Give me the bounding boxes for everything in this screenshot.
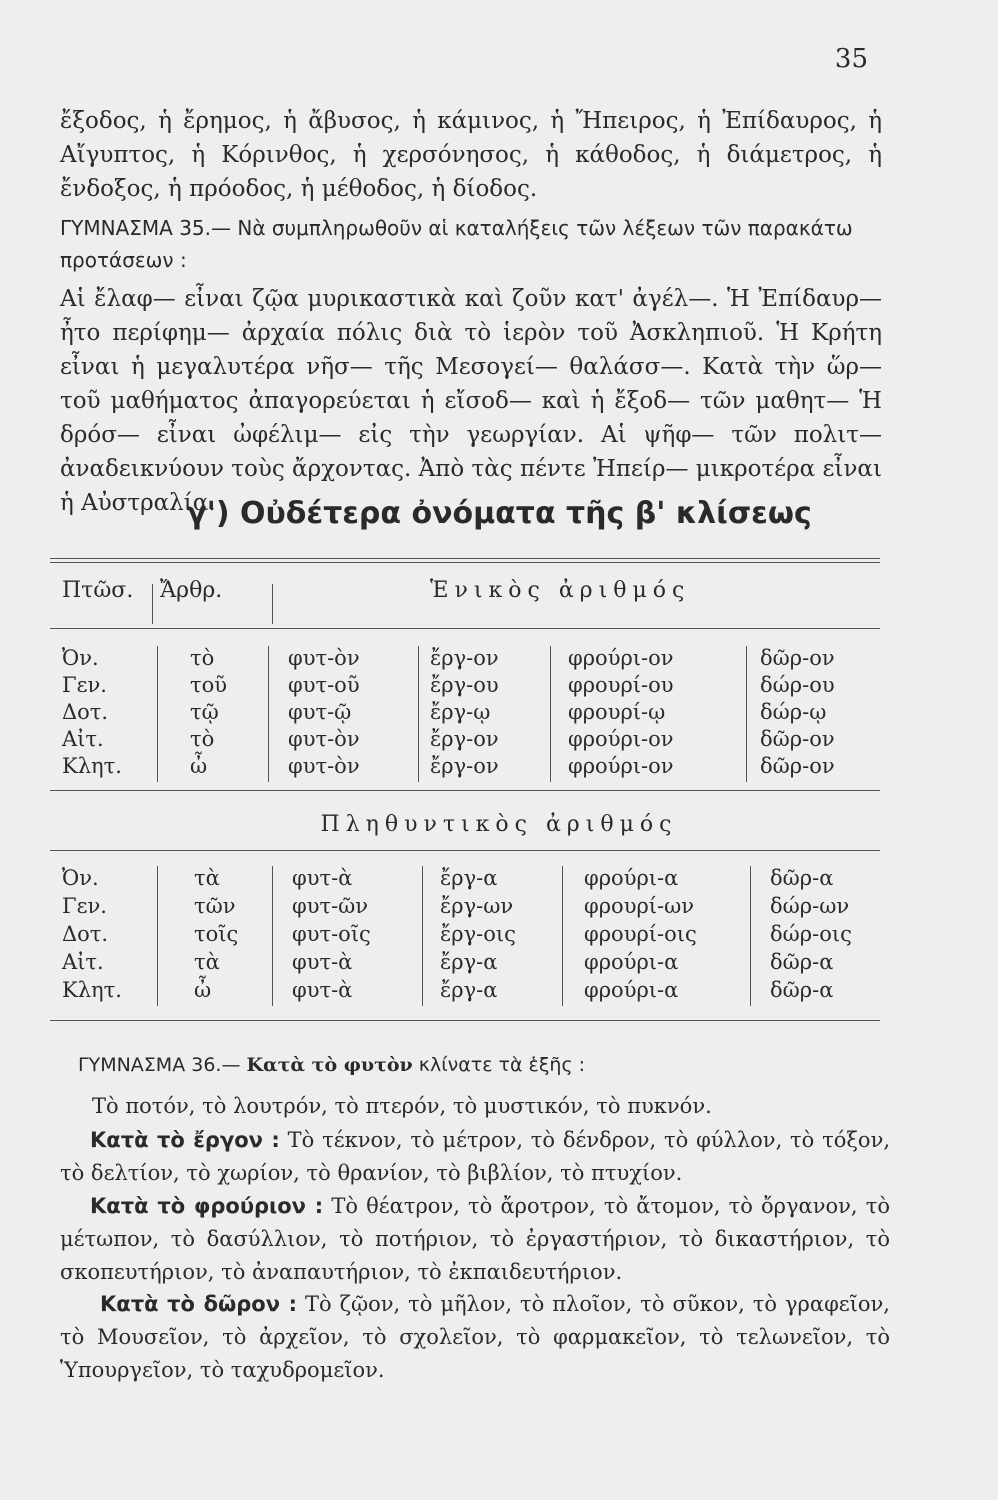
table-cell: φρούρι-ον — [568, 727, 674, 751]
table-header-singular: Ἑνικὸς ἀριθμός — [430, 578, 691, 603]
table-cell: φυτ-ὸν — [288, 727, 360, 751]
table-cell: ὦ — [194, 978, 212, 1002]
table-mid-rule — [50, 790, 880, 791]
exercise-35-text: Αἱ ἔλαφ— εἶναι ζῷα μυρικαστικὰ καὶ ζοῦν κατ' ἀγέλ—. Ἡ Ἐπίδαυρ— ἦτο περίφημ— ἀρχαία πόλις διὰ τὸ ἱερὸν τοῦ Ἀσκληπιοῦ. Ἡ Κρήτη εἶναι ἡ μεγαλυτέρα νῆσ— τῆς Μεσογεί— θαλάσσ—. Κατὰ τὴν ὥρ— τοῦ μαθήματος ἀπαγορεύεται ἡ εἴσοδ— καὶ ἡ ἔξοδ— τῶν μαθητ— Ἡ δρόσ— εἶναι ὠφέλιμ— εἰς τὴν γεωργίαν. Αἱ ψῆφ— τῶν πολιτ— ἀναδεικνύουν τοὺς ἄρχοντας. Ἀπὸ τὰς πέντε Ἠπείρ— μικροτέρα εἶναι ἡ Αὐστραλία. — [60, 286, 882, 516]
col-rule — [746, 646, 747, 782]
table-cell: ἔργ-ων — [440, 894, 514, 918]
table-cell: τὰ — [194, 950, 220, 974]
drill-line-phyton: Τὸ ποτόν, τὸ λουτρόν, τὸ πτερόν, τὸ μυστικόν, τὸ πυκνόν. — [92, 1094, 712, 1118]
table-cell: δῶρ-ον — [760, 754, 835, 778]
table-cell: ἔργ-α — [440, 978, 498, 1002]
drill-label: Κατὰ τὸ φρούριον : — [90, 1194, 324, 1218]
exercise-36-heading — [78, 1054, 888, 1076]
table-cell: Ὀν. — [62, 866, 99, 890]
table-cell: δῶρ-ον — [760, 646, 835, 670]
table-cell: δῶρ-α — [770, 978, 834, 1002]
drill-label: Κατὰ τὸ ἔργον : — [90, 1128, 280, 1152]
col-rule — [418, 646, 419, 782]
page-number: 35 — [834, 44, 868, 74]
table-cell: ἔργ-ῳ — [430, 700, 491, 724]
exercise-36-instruction: κλίνατε τὰ ἑξῆς : — [418, 1054, 586, 1076]
table-cell: φυτ-ὰ — [292, 866, 353, 890]
table-cell: ἔργ-οις — [440, 922, 516, 946]
drill-text: Τὸ θέατρον, τὸ ἄροτρον, τὸ ἄτομον, τὸ ὄργανον, τὸ μέτωπον, τὸ δασύλλιον, τὸ ποτήριον, τὸ ἐργαστήριον, τὸ δικαστήριον, τὸ σκοπευτήριον, τὸ ἀναπαυτήριον, τὸ ἐκπαιδευτήριον. — [60, 1194, 891, 1284]
drill-group-ergon — [60, 1124, 890, 1190]
table-cell: δῶρ-ον — [760, 727, 835, 751]
section-title: γ') Οὐδέτερα ὀνόματα τῆς β' κλίσεως — [186, 496, 812, 531]
drill-group-phrourion — [60, 1190, 890, 1289]
col-rule — [272, 584, 273, 624]
table-cell: φρουρί-οις — [584, 922, 697, 946]
table-cell: φυτ-οῖς — [292, 922, 371, 946]
table-cell: ἔργ-ον — [430, 646, 499, 670]
table-cell: δῶρ-α — [770, 950, 834, 974]
table-cell: φρούρι-ον — [568, 646, 674, 670]
exercise-35-heading: ΓΥΜΝΑΣΜΑ 35.— Νὰ συμπληρωθοῦν αἱ καταλήξεις τῶν λέξεων τῶν παρακάτω προτάσεων : — [60, 216, 853, 272]
table-cell: δῶρ-α — [770, 866, 834, 890]
table-cell: δώρ-ων — [770, 894, 850, 918]
table-cell: Δοτ. — [62, 700, 109, 724]
exercise-36-label: ΓΥΜΝΑΣΜΑ 36.— — [78, 1054, 241, 1076]
table-top-rule — [50, 558, 880, 559]
table-cell: φυτ-ῷ — [288, 700, 352, 724]
table-cell: Γεν. — [62, 894, 107, 918]
table-plural-rule — [50, 850, 880, 851]
table-cell: φρουρί-ῳ — [568, 700, 666, 724]
table-cell: φρούρι-α — [584, 978, 679, 1002]
table-cell: Ὀν. — [62, 646, 99, 670]
table-cell: φυτ-ῶν — [292, 894, 369, 918]
drill-group-doron — [60, 1288, 890, 1387]
table-cell: φρούρι-ον — [568, 754, 674, 778]
table-cell: ἔργ-ον — [430, 754, 499, 778]
table-cell: τῶν — [194, 894, 236, 918]
col-rule — [157, 866, 158, 1006]
table-cell: τὸ — [190, 646, 215, 670]
table-bottom-rule — [50, 1020, 880, 1021]
table-cell: Δοτ. — [62, 922, 109, 946]
table-cell: Γεν. — [62, 673, 107, 697]
table-cell: ἔργ-α — [440, 866, 498, 890]
col-rule — [152, 584, 153, 624]
table-header-article: Ἄρθρ. — [160, 578, 223, 603]
table-cell: Αἰτ. — [62, 950, 104, 974]
drill-text: Τὸ τέκνον, τὸ μέτρον, τὸ δένδρον, τὸ φύλλον, τὸ τόξον, τὸ δελτίον, τὸ χωρίον, τὸ θρανίον, τὸ βιβλίον, τὸ πτυχίον. — [60, 1128, 891, 1185]
table-cell: φρουρί-ου — [568, 673, 674, 697]
table-cell: φρούρι-α — [584, 866, 679, 890]
table-header-case: Πτῶσ. — [62, 578, 134, 603]
table-cell: φυτ-ὰ — [292, 978, 353, 1002]
col-rule — [422, 866, 423, 1006]
table-cell: δώρ-οις — [770, 922, 852, 946]
plural-title: Πληθυντικὸς ἀριθμός — [320, 812, 678, 837]
table-cell: ἔργ-ον — [430, 727, 499, 751]
table-cell: ἔργ-α — [440, 950, 498, 974]
col-rule — [157, 646, 158, 782]
table-top-rule-2 — [50, 562, 880, 563]
table-cell: τῷ — [190, 700, 219, 724]
col-rule — [550, 646, 551, 782]
table-cell: φυτ-ὸν — [288, 646, 360, 670]
col-rule — [268, 646, 269, 782]
drill-text: Τὸ ζῷον, τὸ μῆλον, τὸ πλοῖον, τὸ σῦκον, τὸ γραφεῖον, τὸ Μουσεῖον, τὸ ἀρχεῖον, τὸ σχολεῖον, τὸ φαρμακεῖον, τὸ τελωνεῖον, τὸ Ὑπουργεῖον, τὸ ταχυδρομεῖον. — [60, 1292, 890, 1382]
table-cell: ἔργ-ου — [430, 673, 499, 697]
table-cell: φρούρι-α — [584, 950, 679, 974]
exercise-36-model: Κατὰ τὸ φυτὸν — [246, 1054, 413, 1076]
table-cell: τὰ — [194, 866, 220, 890]
table-cell: Αἰτ. — [62, 727, 104, 751]
table-cell: τὸ — [190, 727, 215, 751]
table-cell: φυτ-ὸν — [288, 754, 360, 778]
drill-label: Κατὰ τὸ δῶρον : — [100, 1292, 298, 1316]
table-cell: φυτ-ὰ — [292, 950, 353, 974]
paragraph-feminine-list: ἔξοδος, ἡ ἔρημος, ἡ ἄβυσος, ἡ κάμινος, ἡ Ἤπειρος, ἡ Ἐπίδαυρος, ἡ Αἴγυπτος, ἡ Κόρινθος, ἡ χερσόνησος, ἡ κάθοδος, ἡ διάμετρος, ἡ ἔνδοξος, ἡ πρόοδος, ἡ μέθοδος, ἡ δίοδος. — [60, 108, 882, 202]
col-rule — [562, 866, 563, 1006]
col-rule — [750, 866, 751, 1006]
table-cell: Κλητ. — [62, 978, 122, 1002]
table-header-rule — [50, 628, 880, 629]
table-cell: τοῖς — [194, 922, 239, 946]
col-rule — [272, 866, 273, 1006]
table-cell: φυτ-οῦ — [288, 673, 360, 697]
table-cell: Κλητ. — [62, 754, 122, 778]
table-cell: δώρ-ῳ — [760, 700, 827, 724]
table-cell: τοῦ — [190, 673, 228, 697]
table-cell: ὦ — [190, 754, 208, 778]
table-cell: φρουρί-ων — [584, 894, 695, 918]
table-cell: δώρ-ου — [760, 673, 835, 697]
